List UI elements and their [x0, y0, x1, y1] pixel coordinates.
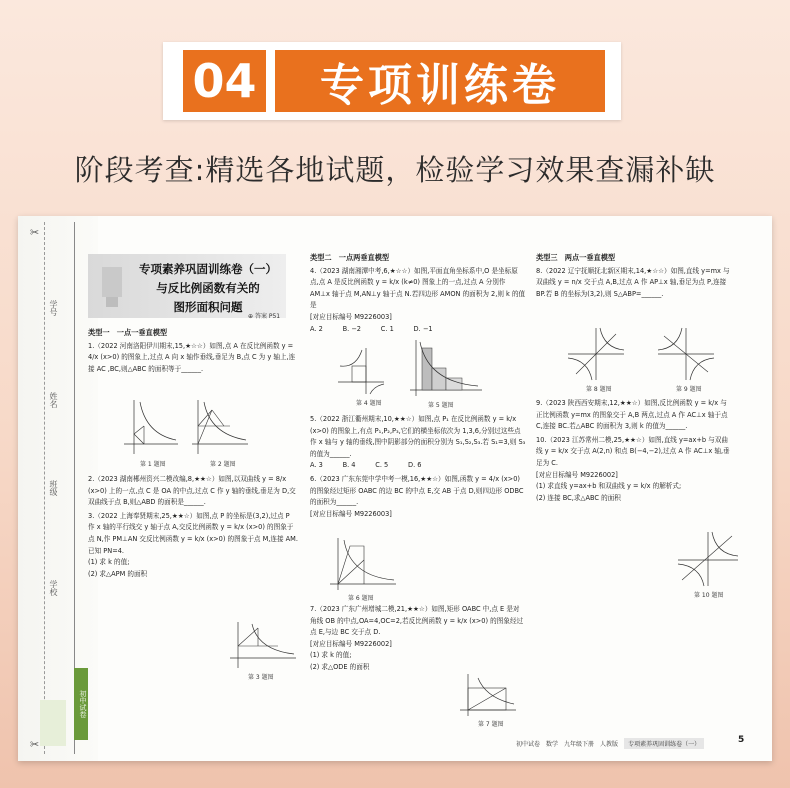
- question-6: 6.（2023 广东东莞中学中考一模,16,★★☆）如图,函数 y = 4/x (x>0) 的图象经过矩形 OABC 的边 BC 的中点 E,交 AB 于点 D,则四边形 ODBC 的面积为______.: [310, 474, 524, 507]
- footer-grade: 九年级下册: [564, 740, 595, 748]
- answer-reference: ⊕ 答案 P51: [248, 313, 281, 320]
- question-7a: (1) 求 k 的值;: [310, 651, 352, 660]
- figure-4: [336, 346, 386, 396]
- footer-series: 初中试卷: [516, 740, 541, 748]
- figure-7: [458, 672, 518, 718]
- side-label-xuehao: 学号: [49, 300, 58, 316]
- column-2-lower: [310, 412, 526, 520]
- question-5: 5.（2022 浙江衢州期末,10,★★☆）如图,点 P₁ 在反比例函数 y = k/x (x>0) 的图象上,有点 P₁,P₂,P₃,它们的横坐标依次为 1,3,6,分别过这些点作 x 轴与 y 轴的垂线,图中阴影部分的面积分别为 S₁,S₂,S₃.若 S₁=3,则 S₃ 的值为______.: [310, 415, 526, 458]
- question-3b: (2) 求△APM 的面积: [88, 569, 148, 578]
- doc-title-line2: 与反比例函数有关的: [156, 281, 260, 295]
- caption-3: 第 3 题图: [248, 674, 274, 681]
- question-10a: (1) 求直线 y=ax+b 和双曲线 y = k/x 的解析式;: [536, 482, 682, 491]
- caption-5: 第 5 题图: [428, 402, 454, 409]
- column-2: [310, 252, 526, 335]
- figure-10: [676, 530, 740, 588]
- banner-title: 专项训练卷: [275, 50, 605, 112]
- figure-9: [656, 326, 716, 382]
- figure-1: [120, 398, 180, 456]
- caption-2: 第 2 题图: [210, 461, 236, 468]
- side-label-xuexiao: 学校: [49, 580, 58, 596]
- series-stripe: 初中试卷: [74, 668, 88, 740]
- footer-title: 专项素养巩固训练卷（一）: [624, 738, 704, 749]
- doc-title-line1: 专项素养巩固训练卷（一）: [139, 262, 277, 276]
- question-7: 7.（2023 广东广州增城二模,21,★★☆）如图,矩形 OABC 中,点 E 是对角线 OB 的中点,OA=4,OC=2,若反比例函数 y = k/x (x>0) 的图象经过点 E,与边 BC 交于点 D.: [310, 605, 524, 637]
- question-6-code: [对应目标编号 M9226003]: [310, 509, 392, 518]
- question-5-options: A. 3 B. 4 C. 5 D. 6: [310, 461, 422, 470]
- scissors-icon: ✂: [30, 738, 40, 751]
- side-label-banji: 班级: [49, 480, 58, 496]
- section-heading: 类型一 一点一垂直模型: [88, 328, 168, 337]
- question-7b: (2) 求△ODE 的面积: [310, 662, 370, 671]
- caption-6: 第 6 题图: [348, 595, 374, 602]
- scissors-icon: ✂: [30, 226, 40, 239]
- figure-2: [190, 398, 250, 456]
- answer-ref-text: 答案 P51: [254, 313, 281, 320]
- question-4-code: [对应目标编号 M9226003]: [310, 312, 392, 321]
- question-3a: (1) 求 k 的值;: [88, 558, 130, 567]
- question-4-options: A. 2 B. −2 C. 1 D. −1: [310, 324, 433, 333]
- question-10b: (2) 连接 BC,求△ABC 的面积: [536, 493, 621, 502]
- column-2-bottom: [310, 602, 526, 674]
- column-3-lower: [536, 396, 732, 504]
- column-1: [88, 327, 298, 375]
- column-1-lower: [88, 472, 298, 580]
- footer-subject: 数学: [546, 740, 559, 748]
- question-10-code: [对应目标编号 M9226002]: [536, 470, 618, 479]
- caption-4: 第 4 题图: [356, 400, 382, 407]
- question-2: 2.（2023 湖南郴州资兴二模改编,8,★★☆）如图,以双曲线 y = 8/x (x>0) 上的一点,点 C 是 OA 的中点,过点 C 作 y 轴的垂线,垂足为 D,交双曲线于点 B,则△ABD 的面积是______.: [88, 475, 296, 507]
- figure-5: [408, 338, 484, 398]
- cut-line: [44, 222, 45, 754]
- doc-title-line3: 图形面积问题: [173, 300, 243, 314]
- footer-edition: 人教版: [600, 740, 619, 748]
- caption-9: 第 9 题图: [676, 386, 702, 393]
- caption-10: 第 10 题图: [694, 592, 724, 599]
- caption-8: 第 8 题图: [586, 386, 612, 393]
- question-1: 1.（2022 河南洛阳伊川期末,15,★☆☆）如图,点 A 在反比例函数 y = 4/x (x>0) 的图象上,过点 A 向 x 轴作垂线,垂足为 B,点 C 为 y 轴上,连接 AC ,BC,则△ABC 的面积等于______.: [88, 341, 296, 373]
- page-number: 5: [738, 735, 745, 745]
- trophy-icon: [92, 262, 132, 312]
- side-label-xingming: 姓名: [49, 392, 58, 408]
- column-3: [536, 252, 732, 300]
- caption-1: 第 1 题图: [140, 461, 166, 468]
- question-8: 8.（2022 辽宁抚顺抚北新区期末,14,★☆☆）如图,直线 y=mx 与双曲线 y = n/x 交于点 A,B,过点 A 作 AP⊥x 轴,垂足为点 P,连接 BP.若 B 的坐标为(3,2),则 S△ABP=______.: [536, 266, 730, 298]
- question-7-code: [对应目标编号 M9226002]: [310, 639, 392, 648]
- corner-decoration: [40, 700, 66, 746]
- figure-3: [228, 620, 298, 670]
- question-3: 3.（2022 上海奉贤期末,25,★★☆）如图,点 P 的坐标是(3,2),过点 P 作 x 轴的平行线交 y 轴于点 A,交反比例函数 y = k/x (x>0) 的图象于点 N,作 PM⊥AN 交反比例函数 y = k/x (x>0) 的图象于点 M,连接 AM.已知 PN=4.: [88, 511, 298, 555]
- section-heading: 类型三 两点一垂直模型: [536, 253, 616, 262]
- figure-8: [566, 326, 626, 382]
- section-heading: 类型二 一点两垂直模型: [310, 253, 390, 262]
- question-4: 4.（2023 湖南湘潭中考,6,★☆☆）如图,平面直角坐标系中,O 是坐标原点,点 A 是反比例函数 y = k/x (k≠0) 图象上的一点,过点 A 分别作 AM⊥x 轴于点 M,AN⊥y 轴于点 N.若四边形 AMON 的面积为 2,则 k 的值是: [310, 266, 526, 310]
- question-9: 9.（2023 陕西西安期末,12,★★☆）如图,反比例函数 y = k/x 与正比例函数 y=mx 的图象交于 A,B 两点,过点 A 作 AC⊥x 轴于点 C,连接 BC.若△ABC 的面积为 3,则 k 的值为______.: [536, 399, 728, 431]
- question-10: 10.（2023 江苏常州二模,25,★★☆）如图,直线 y=ax+b 与双曲线 y = k/x 交于点 A(2,n) 和点 B(−4,−2),过点 A 作 AC⊥x 轴,垂足为 C.: [536, 435, 730, 467]
- page-footer: [516, 737, 730, 749]
- figure-6: [328, 536, 398, 592]
- banner-number: 04: [183, 50, 266, 112]
- caption-7: 第 7 题图: [478, 721, 504, 728]
- subtitle: 阶段考查:精选各地试题，检验学习效果查漏补缺: [74, 153, 716, 187]
